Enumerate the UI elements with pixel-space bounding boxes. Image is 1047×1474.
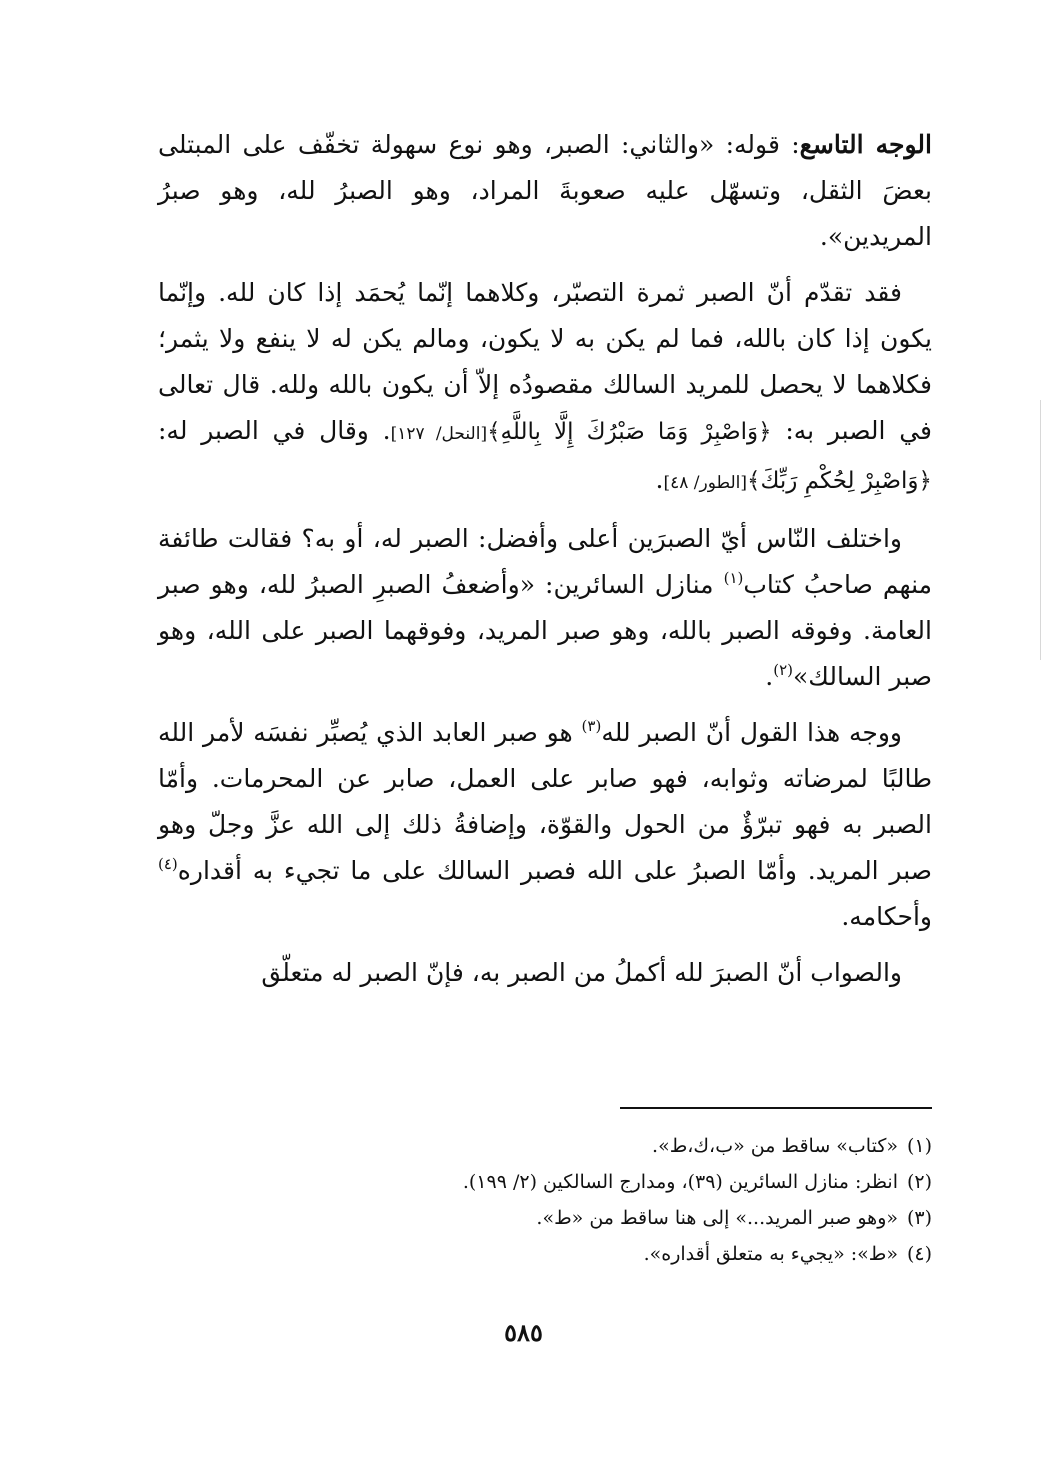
footnote-number: (٣) xyxy=(906,1207,932,1229)
footnote-text: «وهو صبر المريد...» إلى هنا ساقط من «ط». xyxy=(536,1207,898,1229)
footnote-number: (٤) xyxy=(906,1243,932,1265)
paragraph-4-text-b: هو صبر العابد الذي يُصبِّر نفسَه لأمر الله طالبًا لمرضاته وثوابه، فهو صابر على العمل، صابر عن المحرمات. وأمّا الصبر به فهو تبرّؤٌ من الحول والقوّة، وإضافةُ ذلك إلى الله عزَّ وجلّ وهو صبر المريد. وأمّا الصبرُ على الله فصبر السالك على ما تجيء به أقداره xyxy=(158,718,932,885)
footnote-number: (٢) xyxy=(906,1171,932,1193)
paragraph-2-text-b: . وقال في الصبر له: xyxy=(158,416,391,445)
footnote-marker-2: (٢) xyxy=(773,661,794,679)
paragraph-3-text-c: . xyxy=(765,662,774,691)
footnote-number: (١) xyxy=(906,1135,932,1157)
quran-verse-1: ﴿وَاصْبِرْ وَمَا صَبْرُكَ إِلَّا بِاللَّهِ﴾ xyxy=(487,419,772,445)
footnote-marker-3: (٣) xyxy=(581,717,602,735)
paragraph-1 xyxy=(158,122,932,260)
footnote-separator xyxy=(620,1107,932,1109)
paragraph-5-text: والصواب أنّ الصبرَ لله أكملُ من الصبر به، فإنّ الصبر له متعلّق xyxy=(261,958,902,987)
paragraph-4-text-a: ووجه هذا القول أنّ الصبر لله xyxy=(601,718,902,747)
paragraph-1-text: : قوله: «والثاني: الصبر، وهو نوع سهولة تخفّف على المبتلى بعضَ الثقل، وتسهّل عليه صعوبةَ المراد، وهو الصبرُ لله، وهو صبرُ المريدين». xyxy=(158,130,932,251)
footnote-1 xyxy=(158,1128,932,1164)
footnote-4 xyxy=(158,1236,932,1272)
footnote-text: انظر: منازل السائرين (٣٩)، ومدارج السالكين (٢/ ١٩٩). xyxy=(462,1171,898,1193)
verse-reference-1: [النحل/ ١٢٧] xyxy=(390,424,488,444)
footnote-text: «كتاب» ساقط من «ب،ك،ط». xyxy=(652,1135,898,1157)
verse-reference-2: [الطور/ ٤٨] xyxy=(663,473,747,493)
paragraph-3-text-b: منازل السائرين: «وأضعفُ الصبرِ الصبرُ لله، وهو صبر العامة. وفوقه الصبر بالله، وهو صبر المريد، وفوقهما الصبر على الله، وهو صبر السالك» xyxy=(158,570,932,691)
section-heading: الوجه التاسع xyxy=(799,130,932,159)
page-number: ٥٨٥ xyxy=(504,1318,543,1347)
main-text xyxy=(158,122,932,996)
paragraph-2-text-c: . xyxy=(655,465,664,494)
footnotes xyxy=(158,1128,932,1272)
footnote-2 xyxy=(158,1164,932,1200)
paragraph-4-text-c: وأحكامه. xyxy=(841,902,932,931)
paragraph-2-text-a: فقد تقدّم أنّ الصبر ثمرة التصبّر، وكلاهما إنّما يُحمَد إذا كان لله. وإنّما يكون إذا كان بالله، فما لم يكن به لا يكون، ومالم يكن له لا ينفع ولا يثمر؛ فكلاهما لا يحصل للمريد السالك مقصودُه إلاّ أن يكون بالله ولله. قال تعالى في الصبر به: xyxy=(158,278,932,445)
footnote-text: «ط»: «يجيء به متعلق أقداره». xyxy=(643,1243,898,1265)
paragraph-3-text-a: واختلف النّاس أيّ الصبرَين أعلى وأفضل: الصبر له، أو به؟ فقالت طائفة منهم صاحبُ كتاب xyxy=(158,524,932,599)
paragraph-2 xyxy=(158,270,932,506)
paragraph-5 xyxy=(158,950,932,996)
footnote-marker-4: (٤) xyxy=(158,855,178,873)
footnote-marker-1: (١) xyxy=(723,569,744,587)
paragraph-4 xyxy=(158,710,932,940)
footnote-3 xyxy=(158,1200,932,1236)
scan-edge-mark xyxy=(1040,400,1041,660)
quran-verse-2: ﴿وَاصْبِرْ لِحُكْمِ رَبِّكَ﴾ xyxy=(747,468,932,494)
paragraph-3 xyxy=(158,516,932,700)
